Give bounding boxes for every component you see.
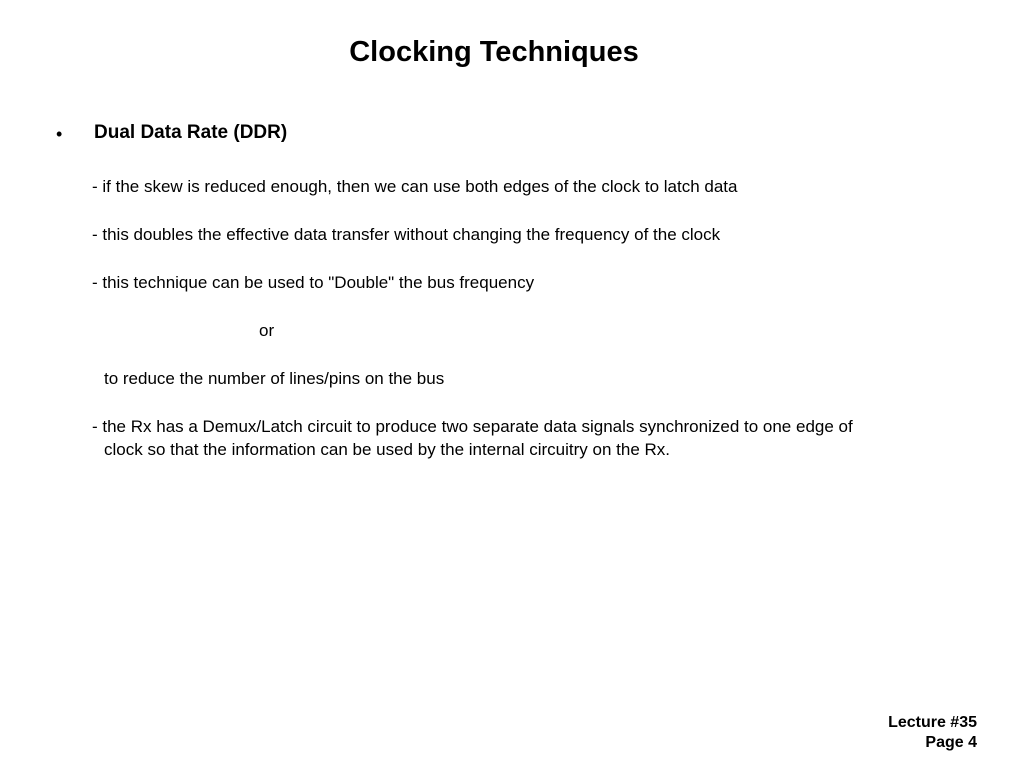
page-number: Page 4 [925,734,977,751]
body-line: - the Rx has a Demux/Latch circuit to produce two separate data signals synchronized to one edge of [92,417,853,436]
body-line-or: or [259,321,275,340]
body-line-continuation: clock so that the information can be used by the internal circuitry on the Rx. [104,440,671,459]
slide-title: Clocking Techniques [349,36,639,68]
bullet-heading: Dual Data Rate (DDR) [94,122,288,143]
body-line: - this doubles the effective data transfer without changing the frequency of the clock [92,225,721,244]
body-line: to reduce the number of lines/pins on the bus [104,369,445,388]
slide-footer [888,713,977,753]
bullet-marker: • [56,124,63,144]
body-line: - if the skew is reduced enough, then we can use both edges of the clock to latch data [92,177,738,196]
body-line: - this technique can be used to "Double" the bus frequency [92,273,535,292]
lecture-number: Lecture #35 [888,714,977,731]
